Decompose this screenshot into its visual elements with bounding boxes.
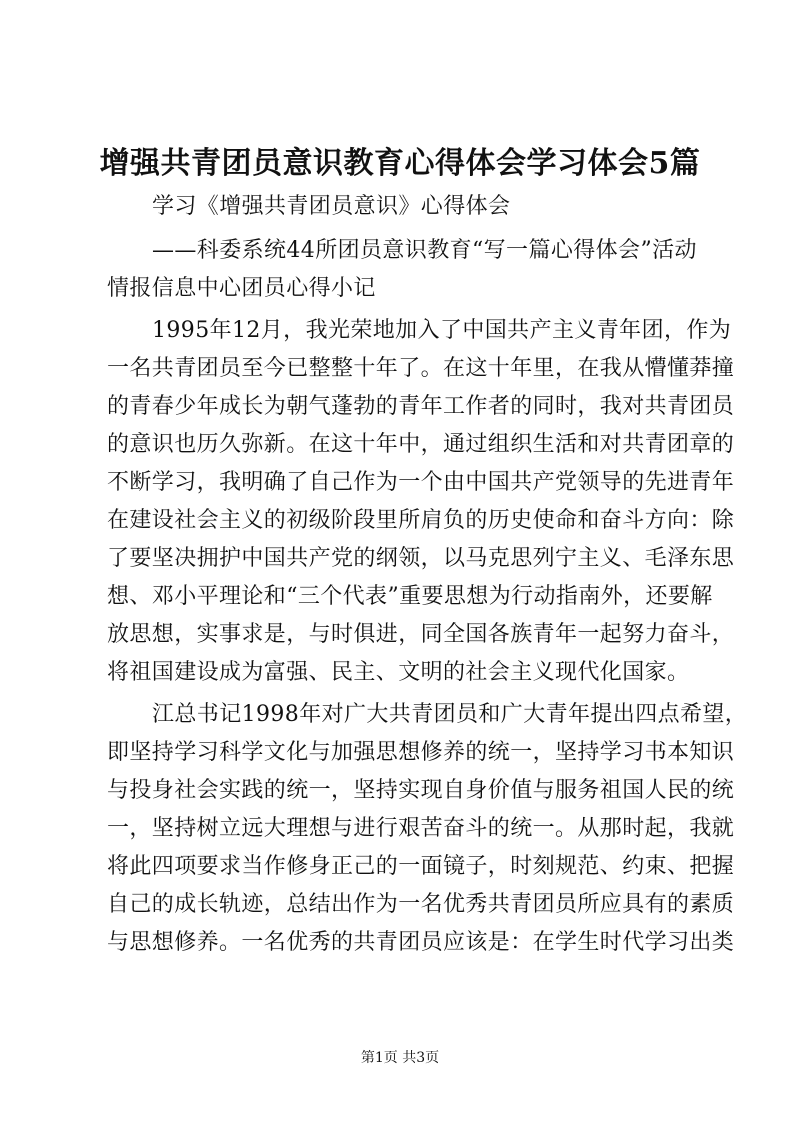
text-line: 即坚持学习科学文化与加强思想修养的统一，坚持学习书本知识 <box>107 740 735 765</box>
text-line: 想、邓小平理论和“三个代表”重要思想为行动指南外，还要解 <box>107 584 713 609</box>
text-line: 自己的成长轨迹，总结出作为一名优秀共青团员所应具有的素质 <box>107 892 735 917</box>
text-line: 将祖国建设成为富强、民主、文明的社会主义现代化国家。 <box>107 660 690 685</box>
text-line: 一，坚持树立远大理想与进行艰苦奋斗的统一。从那时起，我就 <box>107 816 735 841</box>
text-line: 一名共青团员至今已整整十年了。在这十年里，在我从懵懂莽撞 <box>107 356 735 381</box>
document-title: 增强共青团员意识教育心得体会学习体会5篇 <box>99 146 701 181</box>
text-line: 与思想修养。一名优秀的共青团员应该是：在学生时代学习出类 <box>107 930 735 955</box>
text-line: 不断学习，我明确了自己作为一个由中国共产党领导的先进青年 <box>107 470 735 495</box>
text-line: 在建设社会主义的初级阶段里所肩负的历史使命和奋斗方向：除 <box>107 508 735 533</box>
text-line: 将此四项要求当作修身正己的一面镜子，时刻规范、约束、把握 <box>107 854 735 879</box>
text-line: 1995年12月，我光荣地加入了中国共产主义青年团，作为 <box>152 318 732 343</box>
text-line: ——科委系统44所团员意识教育“写一篇心得体会”活动 <box>152 238 697 263</box>
text-line: 江总书记1998年对广大共青团员和广大青年提出四点希望， <box>152 702 748 727</box>
text-line: 放思想，实事求是，与时俱进，同全国各族青年一起努力奋斗， <box>107 622 735 647</box>
text-line: 学习《增强共青团员意识》心得体会 <box>152 194 511 219</box>
text-line: 情报信息中心团员心得小记 <box>107 276 376 301</box>
text-line: 了要坚决拥护中国共产党的纲领，以马克思列宁主义、毛泽东思 <box>107 546 735 571</box>
text-line: 与投身社会实践的统一，坚持实现自身价值与服务祖国人民的统 <box>107 778 735 803</box>
page-number-footer: 第1页 共3页 <box>360 1050 440 1066</box>
text-line: 的意识也历久弥新。在这十年中，通过组织生活和对共青团章的 <box>107 432 735 457</box>
text-line: 的青春少年成长为朝气蓬勃的青年工作者的同时，我对共青团员 <box>107 394 735 419</box>
